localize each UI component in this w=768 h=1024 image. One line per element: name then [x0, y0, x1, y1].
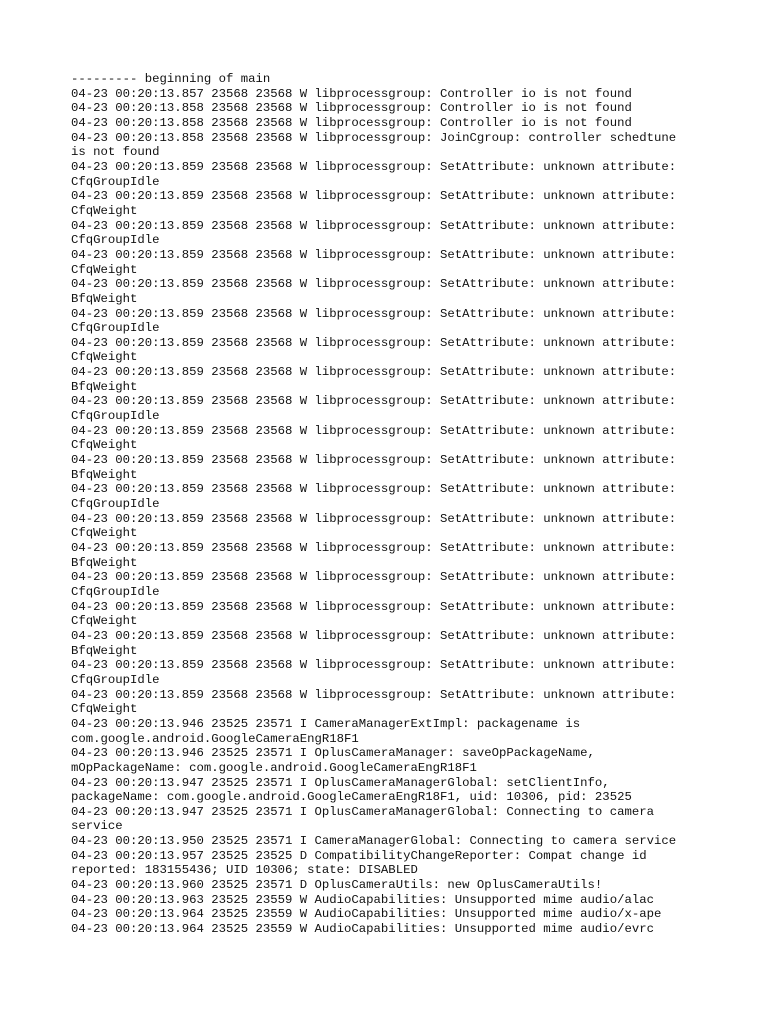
log-line: 04-23 00:20:13.946 23525 23571 I OplusCameraManager: saveOpPackageName,	[71, 746, 595, 761]
log-line: 04-23 00:20:13.858 23568 23568 W libprocessgroup: JoinCgroup: controller schedtune	[71, 130, 677, 145]
log-text-block	[71, 72, 701, 937]
log-line: 04-23 00:20:13.946 23525 23571 I CameraManagerExtImpl: packagename is	[71, 716, 581, 731]
log-line: 04-23 00:20:13.859 23568 23568 W libprocessgroup: SetAttribute: unknown attribute:	[71, 628, 677, 643]
log-line: CfqGroupIdle	[71, 233, 160, 248]
log-line: BfqWeight	[71, 291, 138, 306]
log-line: 04-23 00:20:13.859 23568 23568 W libprocessgroup: SetAttribute: unknown attribute:	[71, 511, 677, 526]
log-line: CfqWeight	[71, 203, 138, 218]
log-line: service	[71, 819, 123, 834]
log-line: com.google.android.GoogleCameraEngR18F1	[71, 731, 359, 746]
log-line: 04-23 00:20:13.857 23568 23568 W libprocessgroup: Controller io is not found	[71, 86, 632, 101]
log-line: 04-23 00:20:13.859 23568 23568 W libprocessgroup: SetAttribute: unknown attribute:	[71, 453, 677, 468]
log-line: 04-23 00:20:13.859 23568 23568 W libprocessgroup: SetAttribute: unknown attribute:	[71, 570, 677, 585]
log-line: CfqGroupIdle	[71, 321, 160, 336]
log-line: BfqWeight	[71, 467, 138, 482]
log-line: mOpPackageName: com.google.android.GoogleCameraEngR18F1	[71, 760, 477, 775]
log-line: BfqWeight	[71, 555, 138, 570]
log-line: 04-23 00:20:13.859 23568 23568 W libprocessgroup: SetAttribute: unknown attribute:	[71, 687, 677, 702]
log-line: CfqGroupIdle	[71, 584, 160, 599]
log-line: CfqGroupIdle	[71, 497, 160, 512]
log-line: is not found	[71, 145, 160, 160]
log-section-header: --------- beginning of main	[71, 72, 271, 86]
log-line: 04-23 00:20:13.859 23568 23568 W libprocessgroup: SetAttribute: unknown attribute:	[71, 335, 677, 350]
log-line: 04-23 00:20:13.964 23525 23559 W AudioCapabilities: Unsupported mime audio/x-ape	[71, 907, 662, 922]
log-line: BfqWeight	[71, 379, 138, 394]
log-line: 04-23 00:20:13.947 23525 23571 I OplusCameraManagerGlobal: setClientInfo,	[71, 775, 610, 790]
log-line: 04-23 00:20:13.859 23568 23568 W libprocessgroup: SetAttribute: unknown attribute:	[71, 306, 677, 321]
log-line: CfqWeight	[71, 262, 138, 277]
log-line: reported: 183155436; UID 10306; state: DISABLED	[71, 863, 418, 878]
log-line: 04-23 00:20:13.859 23568 23568 W libprocessgroup: SetAttribute: unknown attribute:	[71, 658, 677, 673]
log-line: 04-23 00:20:13.963 23525 23559 W AudioCapabilities: Unsupported mime audio/alac	[71, 892, 654, 907]
log-line: 04-23 00:20:13.957 23525 23525 D CompatibilityChangeReporter: Compat change id	[71, 848, 647, 863]
log-line: 04-23 00:20:13.859 23568 23568 W libprocessgroup: SetAttribute: unknown attribute:	[71, 159, 677, 174]
log-line: CfqGroupIdle	[71, 672, 160, 687]
log-line: CfqWeight	[71, 702, 138, 717]
log-line: 04-23 00:20:13.859 23568 23568 W libprocessgroup: SetAttribute: unknown attribute:	[71, 599, 677, 614]
log-line: 04-23 00:20:13.858 23568 23568 W libprocessgroup: Controller io is not found	[71, 101, 632, 116]
log-line: CfqWeight	[71, 438, 138, 453]
log-line: CfqWeight	[71, 614, 138, 629]
log-line: CfqGroupIdle	[71, 409, 160, 424]
log-line: 04-23 00:20:13.859 23568 23568 W libprocessgroup: SetAttribute: unknown attribute:	[71, 365, 677, 380]
log-line: 04-23 00:20:13.859 23568 23568 W libprocessgroup: SetAttribute: unknown attribute:	[71, 394, 677, 409]
log-line: 04-23 00:20:13.859 23568 23568 W libprocessgroup: SetAttribute: unknown attribute:	[71, 218, 677, 233]
log-line: 04-23 00:20:13.947 23525 23571 I OplusCameraManagerGlobal: Connecting to camera	[71, 804, 654, 819]
log-line: 04-23 00:20:13.859 23568 23568 W libprocessgroup: SetAttribute: unknown attribute:	[71, 247, 677, 262]
log-line: 04-23 00:20:13.859 23568 23568 W libprocessgroup: SetAttribute: unknown attribute:	[71, 482, 677, 497]
log-line: 04-23 00:20:13.859 23568 23568 W libprocessgroup: SetAttribute: unknown attribute:	[71, 189, 677, 204]
log-line: 04-23 00:20:13.950 23525 23571 I CameraManagerGlobal: Connecting to camera service	[71, 834, 677, 849]
log-line: 04-23 00:20:13.859 23568 23568 W libprocessgroup: SetAttribute: unknown attribute:	[71, 541, 677, 555]
log-line: CfqWeight	[71, 350, 138, 365]
log-line: CfqWeight	[71, 526, 138, 541]
log-line: CfqGroupIdle	[71, 174, 160, 189]
log-line: 04-23 00:20:13.960 23525 23571 D OplusCameraUtils: new OplusCameraUtils!	[71, 878, 603, 893]
log-line: 04-23 00:20:13.859 23568 23568 W libprocessgroup: SetAttribute: unknown attribute:	[71, 277, 677, 292]
log-line: 04-23 00:20:13.859 23568 23568 W libprocessgroup: SetAttribute: unknown attribute:	[71, 423, 677, 438]
log-line: BfqWeight	[71, 643, 138, 658]
log-line: 04-23 00:20:13.858 23568 23568 W libprocessgroup: Controller io is not found	[71, 115, 632, 130]
log-line: 04-23 00:20:13.964 23525 23559 W AudioCapabilities: Unsupported mime audio/evrc	[71, 922, 654, 937]
log-line: packageName: com.google.android.GoogleCameraEngR18F1, uid: 10306, pid: 23525	[71, 790, 632, 805]
